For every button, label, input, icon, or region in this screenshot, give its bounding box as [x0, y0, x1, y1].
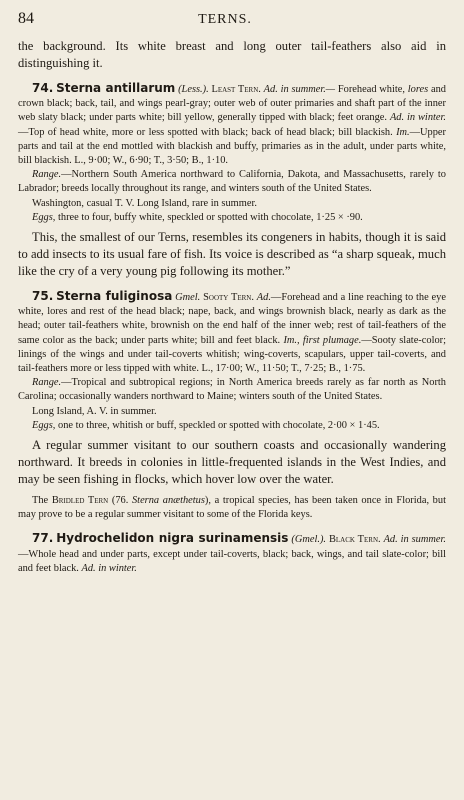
- species-75-name: Sterna fuliginosa: [56, 289, 173, 304]
- species-74-ad-winter-label: Ad. in winter.: [389, 112, 447, 124]
- species-74-im-label: Im.: [396, 126, 410, 138]
- species-77-name: Hydrochelidon nigra surinamensis: [56, 531, 289, 546]
- species-74-description: 74. Sterna antillarum (Less.). Least Tern. Ad. in summer.— Forehead white, lores and crown black; back, tail, and wings pearl-gray; outer web of outer primaries and shaft part of the inner web slaty black; under parts white; bill yellow, generally tipped with black; feet orange. Ad. in winter.—Top of head white, more or less spotted with black; back of head black; bill blackish. Im.—Upper parts and tail at the end mottled with blackish and buffy, primaries as in the adult, under parts white, bill blackish. L., 9·00; W., 6·90; T., 3·50; B., 1·10.: [18, 81, 447, 167]
- species-75-ad-label: Ad.: [256, 292, 271, 304]
- species-76-note: The Bridled Tern (76. Sterna anæthetus), a tropical species, has been taken once in Florida, but may prove to be a regular summer visitant to some of the Florida keys.: [18, 495, 446, 521]
- page-number: 84: [18, 10, 34, 27]
- species-76-common-name: Bridled Tern: [51, 495, 109, 507]
- species-74-number: 74.: [32, 81, 54, 95]
- species-77-number: 77.: [32, 531, 54, 546]
- intro-paragraph: the background. Its white breast and long outer tail-feathers also aid in distinguishing it.: [18, 39, 446, 70]
- page-header: [18, 10, 446, 28]
- species-75-im-label: Im., first plumage.: [283, 334, 362, 346]
- species-75-description: 75. Sterna fuliginosa Gmel. Sooty Tern. Ad.—Forehead and a line reaching to the eye white, lores and rest of the head black; nape, back, and wings brownish black, nearly as dark as the head; outer tail-feathers white, brownish on the end half of the inner web; rest of tail-feathers of the same color as the back; under parts white; bill and feet black. Im., first plumage.—Sooty slate-color; linings of the wings and under tail-coverts whitish; wing-coverts, scapulars, upper tail-coverts, and tail-feathers more or less tipped with white. L., 17·00; W., 11·50; T., 7·25; B., 1·75.: [18, 289, 447, 375]
- species-75-eggs: Eggs, one to three, whitish or buff, speckled or spotted with chocolate, 2·00 × 1·45.: [32, 419, 380, 431]
- species-77-authority: (Gmel.).: [291, 534, 327, 546]
- species-74-common-name: Least Tern.: [211, 84, 261, 95]
- species-75-common-name: Sooty Tern.: [203, 292, 254, 304]
- species-74-range: Range.—Northern South America northward to California, Dakota, and Massachusetts, rarely to Labrador; breeds locally throughout its range, and winters south of the United States.: [18, 169, 446, 195]
- species-74-authority: (Less.).: [178, 84, 209, 95]
- species-75-local: Long Island, A. V. in summer.: [32, 405, 157, 417]
- species-75-range: Range.—Tropical and subtropical regions; in North America breeds rarely as far north as North Carolina; occasionally wanders northward to Maine; winters south of the United States.: [18, 377, 446, 403]
- species-74-local: Washington, casual T. V. Long Island, rare in summer.: [32, 197, 257, 209]
- species-77-description: 77. Hydrochelidon nigra surinamensis (Gmel.). Black Tern. Ad. in summer.—Whole head and under parts, except under tail-coverts, black; back, wings, and tail slate-color; bill and feet black. Ad. in winter.: [18, 531, 446, 574]
- running-title: TERNS.: [198, 12, 252, 27]
- species-77-ad-winter-label: Ad. in winter.: [81, 562, 137, 574]
- species-74-note: This, the smallest of our Terns, resembles its congeners in habits, though it is said to add insects to its usual fare of fish. Its voice is described as “a sharp squeak, much like the cry of a very young pig following its mother.”: [18, 230, 446, 279]
- species-74-name: Sterna antillarum: [56, 81, 176, 95]
- species-76-scientific-name: Sterna anæthetus: [131, 495, 205, 507]
- species-74-eggs: Eggs, three to four, buffy white, speckled or spotted with chocolate, 1·25 × ·90.: [32, 211, 363, 223]
- species-75-authority: Gmel.: [175, 292, 201, 304]
- species-77-ad-summer-label: Ad. in summer.: [383, 534, 446, 546]
- species-77-common-name: Black Tern.: [328, 534, 381, 546]
- species-75-number: 75.: [32, 289, 54, 304]
- species-74-ad-summer-label: Ad. in summer.—: [263, 84, 336, 95]
- species-75-note: A regular summer visitant to our southern coasts and occasionally wandering northward. It breeds in colonies in little-frequented islands in the West Indies, and may be seen fishing in flocks, which hover low over the water.: [18, 438, 446, 487]
